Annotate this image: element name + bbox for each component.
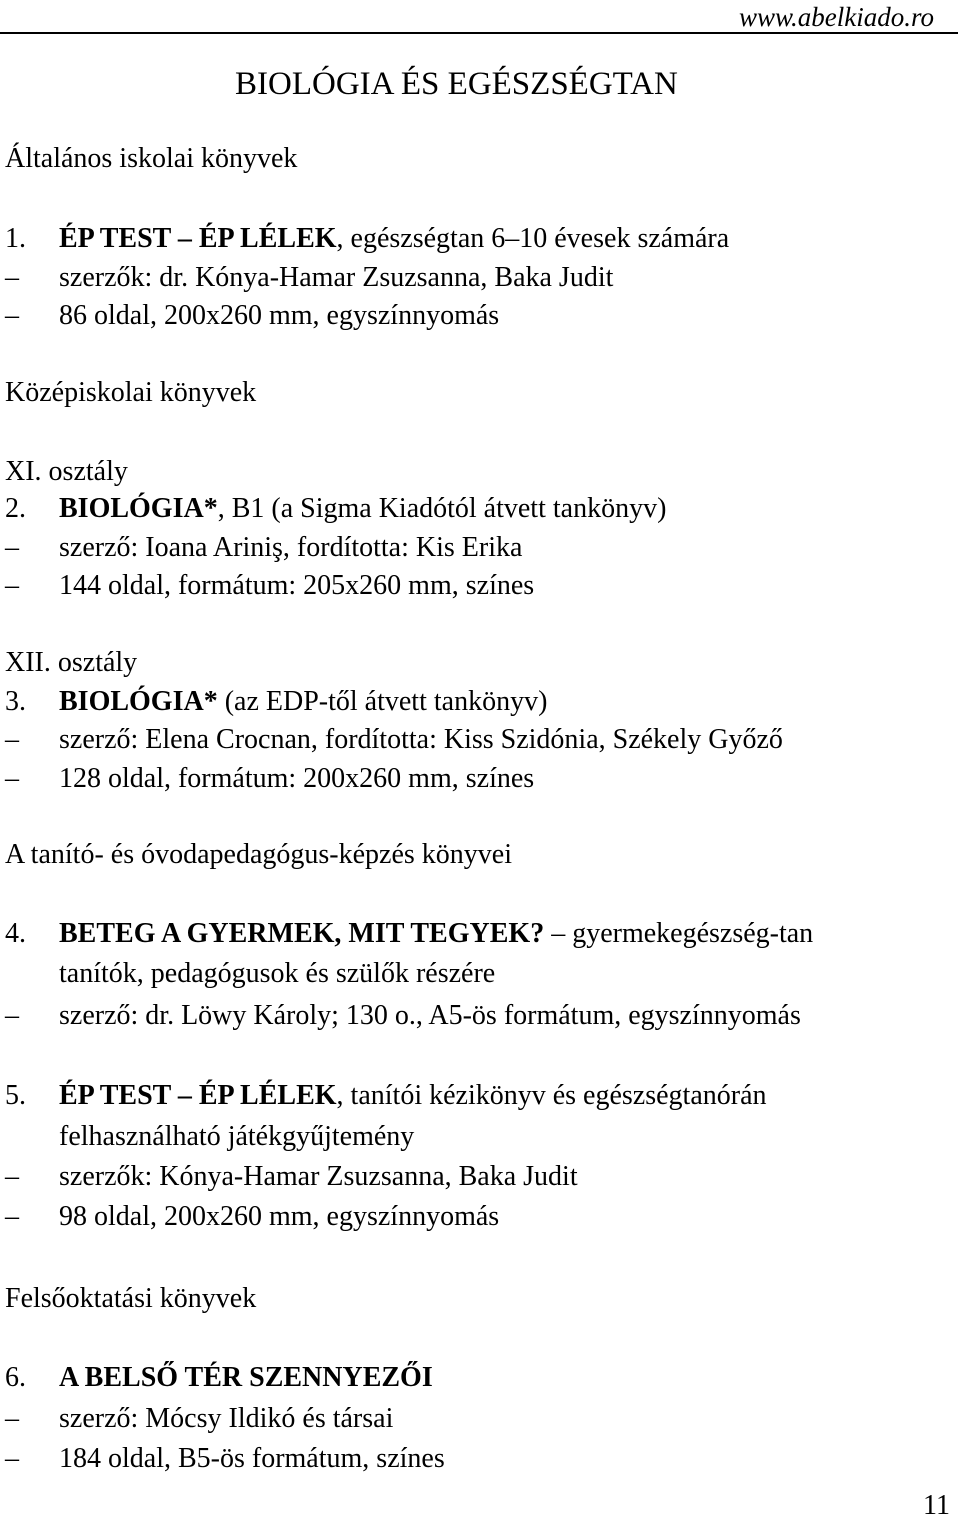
book-item-1 xyxy=(5,223,729,255)
book-detail-line: – szerzők: Kónya-Hamar Zsuzsanna, Baka Judit xyxy=(5,1161,578,1192)
book-detail-line: – szerző: Elena Crocnan, fordította: Kiss Szidónia, Székely Győző xyxy=(5,724,783,755)
book-title: BETEG A GYERMEK, MIT TEGYEK? xyxy=(59,918,545,949)
header-rule xyxy=(0,32,958,34)
book-title: BIOLÓGIA* xyxy=(59,493,218,524)
book-detail-line: – 98 oldal, 200x260 mm, egyszínnyomás xyxy=(5,1201,500,1232)
book-detail-line: – szerző: Mócsy Ildikó és társai xyxy=(5,1403,394,1434)
item-number: 5. xyxy=(5,1080,26,1111)
book-subtitle: , egészségtan 6–10 évesek számára xyxy=(336,223,730,254)
section-heading-teacher: A tanító- és óvodapedagógus-képzés könyvei xyxy=(5,839,512,870)
book-detail-line: – 86 oldal, 200x260 mm, egyszínnyomás xyxy=(5,300,500,331)
book-subtitle: – gyermekegészség-tan xyxy=(544,918,814,949)
item-number: 2. xyxy=(5,493,26,524)
book-detail-line: – szerző: dr. Löwy Károly; 130 o., A5-ös formátum, egyszínnyomás xyxy=(5,1000,801,1031)
book-subtitle-continuation: felhasználható játékgyűjtemény xyxy=(59,1121,415,1152)
book-title: ÉP TEST – ÉP LÉLEK xyxy=(59,223,337,254)
grade-heading-11: XI. osztály xyxy=(5,456,128,487)
book-title: BIOLÓGIA* xyxy=(59,686,218,717)
publisher-website: www.abelkiado.ro xyxy=(739,2,934,32)
book-title: A BELSŐ TÉR SZENNYEZŐI xyxy=(59,1362,433,1393)
item-number: 3. xyxy=(5,686,26,717)
book-detail-line: – szerző: Ioana Ariniş, fordította: Kis Erika xyxy=(5,532,523,563)
item-number: 1. xyxy=(5,223,26,254)
item-number: 4. xyxy=(5,918,26,949)
book-subtitle: , tanítói kézikönyv és egészségtanórán xyxy=(336,1080,767,1111)
book-title: ÉP TEST – ÉP LÉLEK xyxy=(59,1080,337,1111)
book-item-5 xyxy=(5,1080,767,1112)
section-heading-general: Általános iskolai könyvek xyxy=(5,143,298,174)
page-title: BIOLÓGIA ÉS EGÉSZSÉGTAN xyxy=(235,66,678,102)
section-heading-higher: Felsőoktatási könyvek xyxy=(5,1283,257,1314)
book-detail-line: – 184 oldal, B5-ös formátum, színes xyxy=(5,1443,445,1474)
book-subtitle: (az EDP-től átvett tankönyv) xyxy=(217,686,548,717)
page-number: 11 xyxy=(923,1490,950,1521)
grade-heading-12: XII. osztály xyxy=(5,647,138,678)
item-number: 6. xyxy=(5,1362,26,1393)
book-detail-line: – 128 oldal, formátum: 200x260 mm, színes xyxy=(5,763,535,794)
book-subtitle-continuation: tanítók, pedagógusok és szülők részére xyxy=(59,958,496,989)
book-item-4 xyxy=(5,918,813,950)
book-item-6 xyxy=(5,1362,433,1394)
book-item-2 xyxy=(5,493,666,525)
book-detail-line: – szerzők: dr. Kónya-Hamar Zsuzsanna, Baka Judit xyxy=(5,262,614,293)
section-heading-secondary: Középiskolai könyvek xyxy=(5,377,257,408)
book-subtitle: , B1 (a Sigma Kiadótól átvett tankönyv) xyxy=(217,493,667,524)
book-item-3 xyxy=(5,686,547,718)
book-detail-line: – 144 oldal, formátum: 205x260 mm, színes xyxy=(5,570,535,601)
